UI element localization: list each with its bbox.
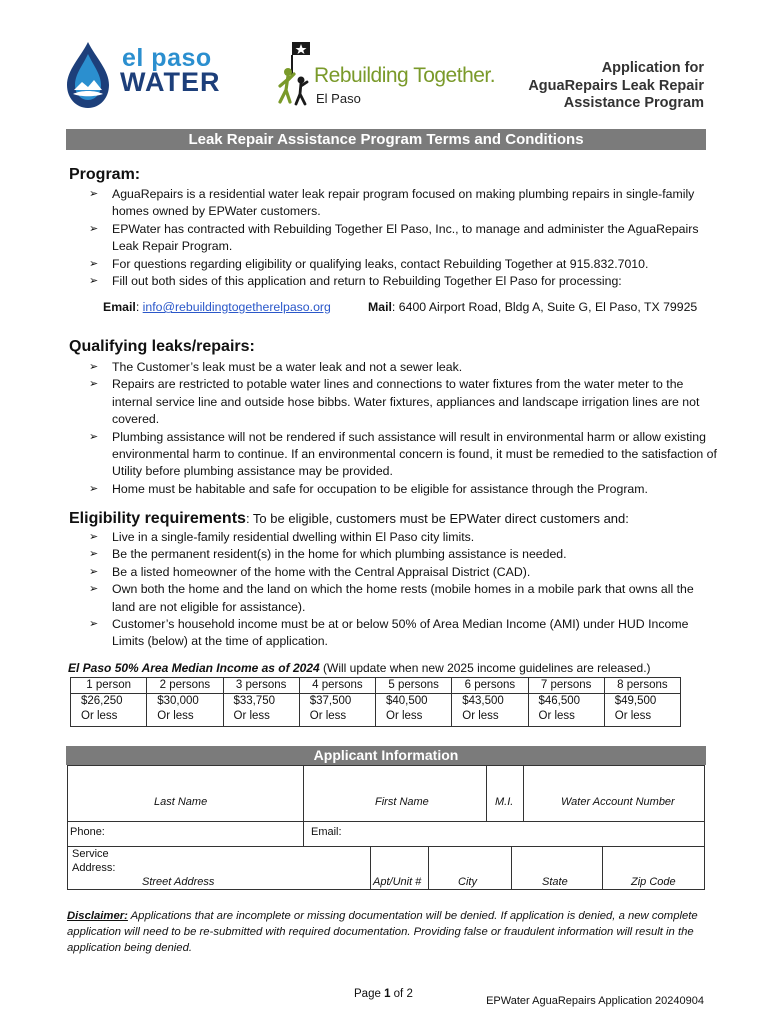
table-cell: $30,000 Or less bbox=[147, 694, 223, 727]
table-cell: $49,500 Or less bbox=[604, 694, 680, 727]
program-list bbox=[89, 186, 719, 290]
rebuilding-together-logo bbox=[274, 42, 494, 114]
zip-code-input[interactable] bbox=[604, 847, 703, 874]
last-name-input[interactable] bbox=[69, 767, 302, 795]
list-item: ➢ EPWater has contracted with Rebuilding Together El Paso, Inc., to manage and administer the AguaRepairs Leak Repair Program. bbox=[89, 221, 699, 254]
el-paso-water-logo bbox=[64, 40, 224, 110]
list-item: ➢ Live in a single-family residential dwelling within El Paso city limits. bbox=[89, 529, 719, 546]
table-row bbox=[71, 694, 681, 727]
street-address-input[interactable] bbox=[128, 847, 368, 874]
table-cell: $33,750 Or less bbox=[223, 694, 299, 727]
form-divider bbox=[303, 766, 304, 821]
phone-input[interactable] bbox=[113, 822, 301, 845]
table-cell: $26,250 Or less bbox=[71, 694, 147, 727]
list-item: ➢ The Customer’s leak must be a water leak and not a sewer leak. bbox=[89, 359, 719, 376]
apt-unit-input[interactable] bbox=[372, 847, 427, 874]
list-item: ➢ Be a listed homeowner of the home with the Central Appraisal District (CAD). bbox=[89, 564, 719, 581]
list-item: ➢ Plumbing assistance will not be rendered if such assistance will result in environmental harm or allow existing environmental harm to continue. If an environmental concern is found, it must be remedied to the satisfaction of Utility before plumbing assistance may be provided. bbox=[89, 429, 717, 479]
eligibility-list bbox=[89, 529, 719, 651]
disclaimer-text: Applications that are incomplete or missing documentation will be denied. If application is denied, a new complete application will need to be re-submitted with required documentation. Providing false or fraudulent information will result in the application being denied. bbox=[67, 910, 698, 954]
phone-label: Phone: bbox=[70, 826, 105, 838]
middle-initial-label: M.I. bbox=[495, 796, 514, 808]
table-cell: $46,500 Or less bbox=[528, 694, 604, 727]
table-header-cell: 1 person bbox=[71, 678, 147, 694]
arrow-bullet-icon: ➢ bbox=[89, 548, 99, 561]
contact-email: Email: info@rebuildingtogetherelpaso.org bbox=[103, 300, 331, 314]
application-title bbox=[528, 60, 704, 113]
terms-section-banner: Leak Repair Assistance Program Terms and Conditions bbox=[66, 129, 706, 150]
ami-income-table bbox=[70, 677, 681, 727]
city-label: City bbox=[458, 876, 477, 888]
rebuilding-together-city: El Paso bbox=[316, 91, 361, 106]
application-title-line-1: Application for bbox=[601, 60, 704, 76]
table-header-cell: 6 persons bbox=[452, 678, 528, 694]
state-label: State bbox=[542, 876, 568, 888]
city-input[interactable] bbox=[430, 847, 510, 874]
application-title-line-2: AguaRepairs Leak Repair bbox=[528, 77, 704, 94]
application-title-line-3: Assistance Program bbox=[563, 95, 704, 111]
table-header-cell: 2 persons bbox=[147, 678, 223, 694]
zip-code-label: Zip Code bbox=[631, 876, 676, 888]
arrow-bullet-icon: ➢ bbox=[89, 583, 99, 596]
form-divider bbox=[523, 766, 524, 821]
form-divider bbox=[303, 821, 304, 846]
form-divider bbox=[486, 766, 487, 821]
page-number: Page 1 of 2 bbox=[354, 988, 413, 1000]
list-item: ➢ Own both the home and the land on which the home rests (mobile homes in a mobile park that owns all the land are not eligible for assistance). bbox=[89, 582, 694, 614]
rebuilding-together-figure-icon bbox=[274, 42, 314, 106]
rebuilding-together-wordmark: Rebuilding Together. bbox=[314, 64, 496, 87]
table-header-cell: 7 persons bbox=[528, 678, 604, 694]
apt-unit-label: Apt/Unit # bbox=[373, 876, 422, 888]
applicant-info-banner: Applicant Information bbox=[66, 746, 706, 765]
email-label: Email: bbox=[311, 826, 342, 838]
qualifying-list bbox=[89, 359, 719, 498]
service-address-label-line-1: Service bbox=[72, 848, 109, 860]
table-header-cell: 3 persons bbox=[223, 678, 299, 694]
table-header-cell: 8 persons bbox=[604, 678, 680, 694]
arrow-bullet-icon: ➢ bbox=[89, 430, 99, 443]
applicant-info-form bbox=[67, 765, 705, 890]
form-divider bbox=[370, 846, 371, 890]
el-paso-wordmark: el paso bbox=[122, 44, 212, 72]
arrow-bullet-icon: ➢ bbox=[89, 222, 99, 235]
eligibility-heading: Eligibility requirements: To be eligible, customers must be EPWater direct customers and: bbox=[69, 510, 629, 527]
state-input[interactable] bbox=[513, 847, 601, 874]
arrow-bullet-icon: ➢ bbox=[89, 257, 99, 270]
contact-mail: Mail: 6400 Airport Road, Bldg A, Suite G, El Paso, TX 79925 bbox=[368, 300, 698, 314]
table-cell: $40,500 Or less bbox=[376, 694, 452, 727]
water-account-input[interactable] bbox=[525, 767, 703, 795]
first-name-label: First Name bbox=[375, 796, 429, 808]
table-header-cell: 5 persons bbox=[376, 678, 452, 694]
arrow-bullet-icon: ➢ bbox=[89, 618, 99, 631]
arrow-bullet-icon: ➢ bbox=[89, 482, 99, 495]
program-heading: Program: bbox=[69, 166, 141, 183]
mail-address: 6400 Airport Road, Bldg A, Suite G, El Paso, TX 79925 bbox=[398, 300, 698, 314]
list-item: ➢ Fill out both sides of this application and return to Rebuilding Together El Paso for processing: bbox=[89, 273, 719, 290]
arrow-bullet-icon: ➢ bbox=[89, 531, 99, 543]
middle-initial-input[interactable] bbox=[488, 767, 522, 795]
arrow-bullet-icon: ➢ bbox=[89, 565, 99, 578]
email-input[interactable] bbox=[353, 822, 703, 845]
ami-table-title: El Paso 50% Area Median Income as of 2024 (Will update when new 2025 income guidelines are released.) bbox=[68, 661, 651, 675]
list-item: ➢ For questions regarding eligibility or qualifying leaks, contact Rebuilding Together at 915.832.7010. bbox=[89, 256, 719, 273]
qualifying-heading: Qualifying leaks/repairs: bbox=[69, 338, 255, 355]
form-divider bbox=[602, 846, 603, 890]
water-wordmark: WATER bbox=[120, 67, 221, 97]
eligibility-intro: : To be eligible, customers must be EPWater direct customers and: bbox=[245, 511, 629, 526]
list-item: ➢ Be the permanent resident(s) in the home for which plumbing assistance is needed. bbox=[89, 546, 719, 563]
water-drop-icon bbox=[64, 40, 112, 110]
table-cell: $43,500 Or less bbox=[452, 694, 528, 727]
list-item: ➢ Repairs are restricted to potable water lines and connections to water fixtures from the water meter to the internal service line and outside hose bibbs. Water fixtures, appliances and landscape irrigation lines are not covered. bbox=[89, 377, 700, 427]
document-reference: EPWater AguaRepairs Application 20240904 bbox=[486, 995, 704, 1007]
arrow-bullet-icon: ➢ bbox=[89, 361, 99, 373]
arrow-bullet-icon: ➢ bbox=[89, 378, 99, 391]
document-header bbox=[0, 0, 770, 122]
first-name-input[interactable] bbox=[305, 767, 485, 795]
service-address-label-line-2: Address: bbox=[72, 862, 116, 874]
list-item: ➢ AguaRepairs is a residential water leak repair program focused on making plumbing repairs in single-family homes owned by EPWater customers. bbox=[89, 187, 695, 219]
water-account-label: Water Account Number bbox=[561, 796, 675, 808]
arrow-bullet-icon: ➢ bbox=[89, 275, 99, 288]
form-divider bbox=[511, 846, 512, 890]
last-name-label: Last Name bbox=[154, 796, 208, 808]
disclaimer bbox=[67, 908, 707, 956]
list-item: ➢ Customer’s household income must be at or below 50% of Area Median Income (AMI) under HUD Income Limits (below) at the time of application. bbox=[89, 617, 689, 649]
arrow-bullet-icon: ➢ bbox=[89, 188, 99, 200]
table-header-cell: 4 persons bbox=[299, 678, 375, 694]
ami-table-note: (Will update when new 2025 income guidelines are released.) bbox=[319, 661, 651, 675]
table-cell: $37,500 Or less bbox=[299, 694, 375, 727]
disclaimer-label: Disclaimer: bbox=[67, 910, 128, 922]
email-link[interactable]: info@rebuildingtogetherelpaso.org bbox=[142, 300, 331, 314]
table-header-row bbox=[71, 678, 681, 694]
form-divider bbox=[428, 846, 429, 890]
street-address-label: Street Address bbox=[142, 876, 215, 888]
list-item: ➢ Home must be habitable and safe for occupation to be eligible for assistance through the Program. bbox=[89, 481, 719, 498]
